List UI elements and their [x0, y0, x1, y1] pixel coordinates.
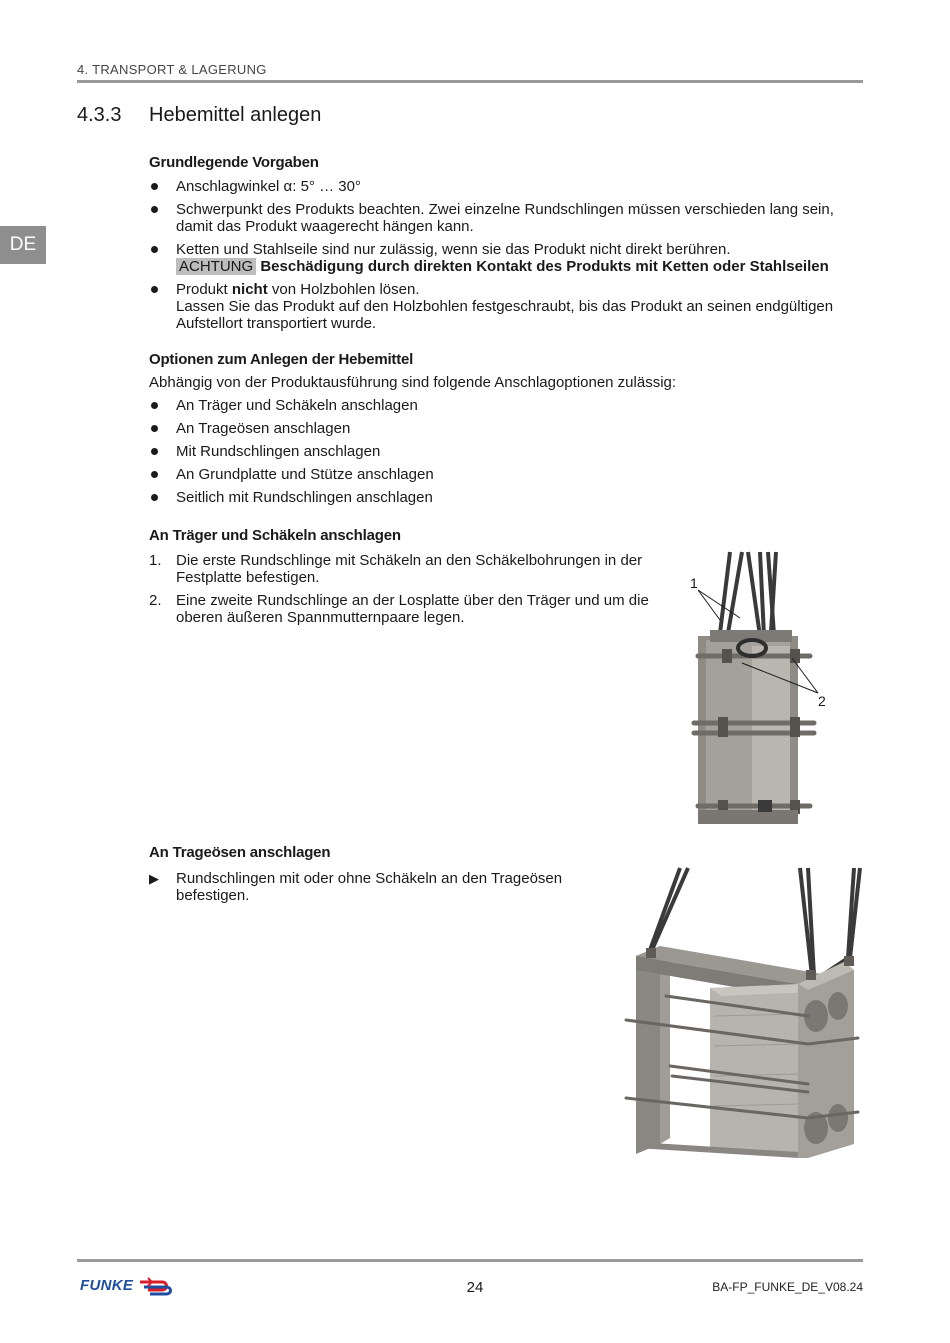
list-item: Seitlich mit Rundschlingen anschlagen: [149, 489, 749, 506]
step-number: 2.: [149, 592, 162, 609]
bullet: [151, 246, 158, 253]
figure-trageoesen: [622, 866, 866, 1160]
action-marker: ▶: [149, 871, 159, 886]
step-item: 1. Die erste Rundschlinge mit Schäkeln an den Schäkelbohrungen in der Festplatte befestigen.: [149, 552, 643, 586]
callout-2: 2: [818, 693, 826, 709]
traeger-steps: [149, 552, 669, 626]
list-item: An Trageösen anschlagen: [149, 420, 749, 437]
bullet: [151, 206, 158, 213]
step-number: 1.: [149, 552, 162, 569]
basic-requirements-list: [149, 178, 869, 332]
heading-optionen: Optionen zum Anlegen der Hebemittel: [149, 351, 414, 368]
logo-wordmark: FUNKE: [80, 1276, 134, 1294]
trageoesen-steps: [149, 870, 589, 904]
list-item: Ketten und Stahlseile sind nur zulässig, wenn sie das Produkt nicht direkt berühren. ACHTUNG Beschädigung durch direkten Kontakt des Produkts mit Ketten oder Stahlseilen: [149, 241, 869, 275]
action-item: ▶ Rundschlingen mit oder ohne Schäkeln an den Trageösen befestigen.: [149, 870, 563, 904]
list-item: An Träger und Schäkeln anschlagen: [149, 397, 749, 414]
section-title: Hebemittel anlegen: [149, 104, 322, 126]
heading-grundlegende: Grundlegende Vorgaben: [149, 154, 319, 171]
page-number: 24: [466, 1279, 484, 1296]
chapter-header: 4. TRANSPORT & LAGERUNG: [77, 62, 267, 77]
section-number: 4.3.3: [77, 104, 122, 126]
list-item: Mit Rundschlingen anschlagen: [149, 443, 749, 460]
achtung-badge: ACHTUNG: [176, 258, 256, 275]
list-item: An Grundplatte und Stütze anschlagen: [149, 466, 749, 483]
optionen-intro: Abhängig von der Produktausführung sind folgende Anschlagoptionen zulässig:: [149, 374, 677, 391]
step-item: 2. Eine zweite Rundschlinge an der Losplatte über den Träger und um die oberen äußeren Spannmutternpaare legen.: [149, 592, 649, 626]
language-label: DE: [9, 234, 37, 255]
warning-text: Beschädigung durch direkten Kontakt des Produkts mit Ketten oder Stahlseilen: [260, 258, 829, 275]
list-item: Schwerpunkt des Produkts beachten. Zwei einzelne Rundschlingen müssen verschieden lang sein, damit das Produkt waagerecht hängen kann.: [149, 201, 869, 235]
list-item: Anschlagwinkel α: 5° … 30°: [149, 178, 869, 195]
list-item: Produkt nicht von Holzbohlen lösen. Lassen Sie das Produkt auf den Holzbohlen festgeschraubt, bis das Produkt an seinen endgültigen Aufstellort transportiert wurde.: [149, 281, 869, 332]
figure-traeger-schaekel: [680, 548, 840, 828]
bullet: [151, 183, 158, 190]
language-tab: [0, 226, 46, 264]
document-code: BA-FP_FUNKE_DE_V08.24: [712, 1280, 863, 1294]
footer-rule: [77, 1259, 863, 1262]
bullet: [151, 286, 158, 293]
heading-trageoesen: An Trageösen anschlagen: [149, 844, 331, 861]
heading-traeger: An Träger und Schäkeln anschlagen: [149, 527, 401, 544]
header-rule: [77, 80, 863, 83]
callout-1: 1: [690, 575, 698, 591]
options-list: [149, 397, 749, 506]
